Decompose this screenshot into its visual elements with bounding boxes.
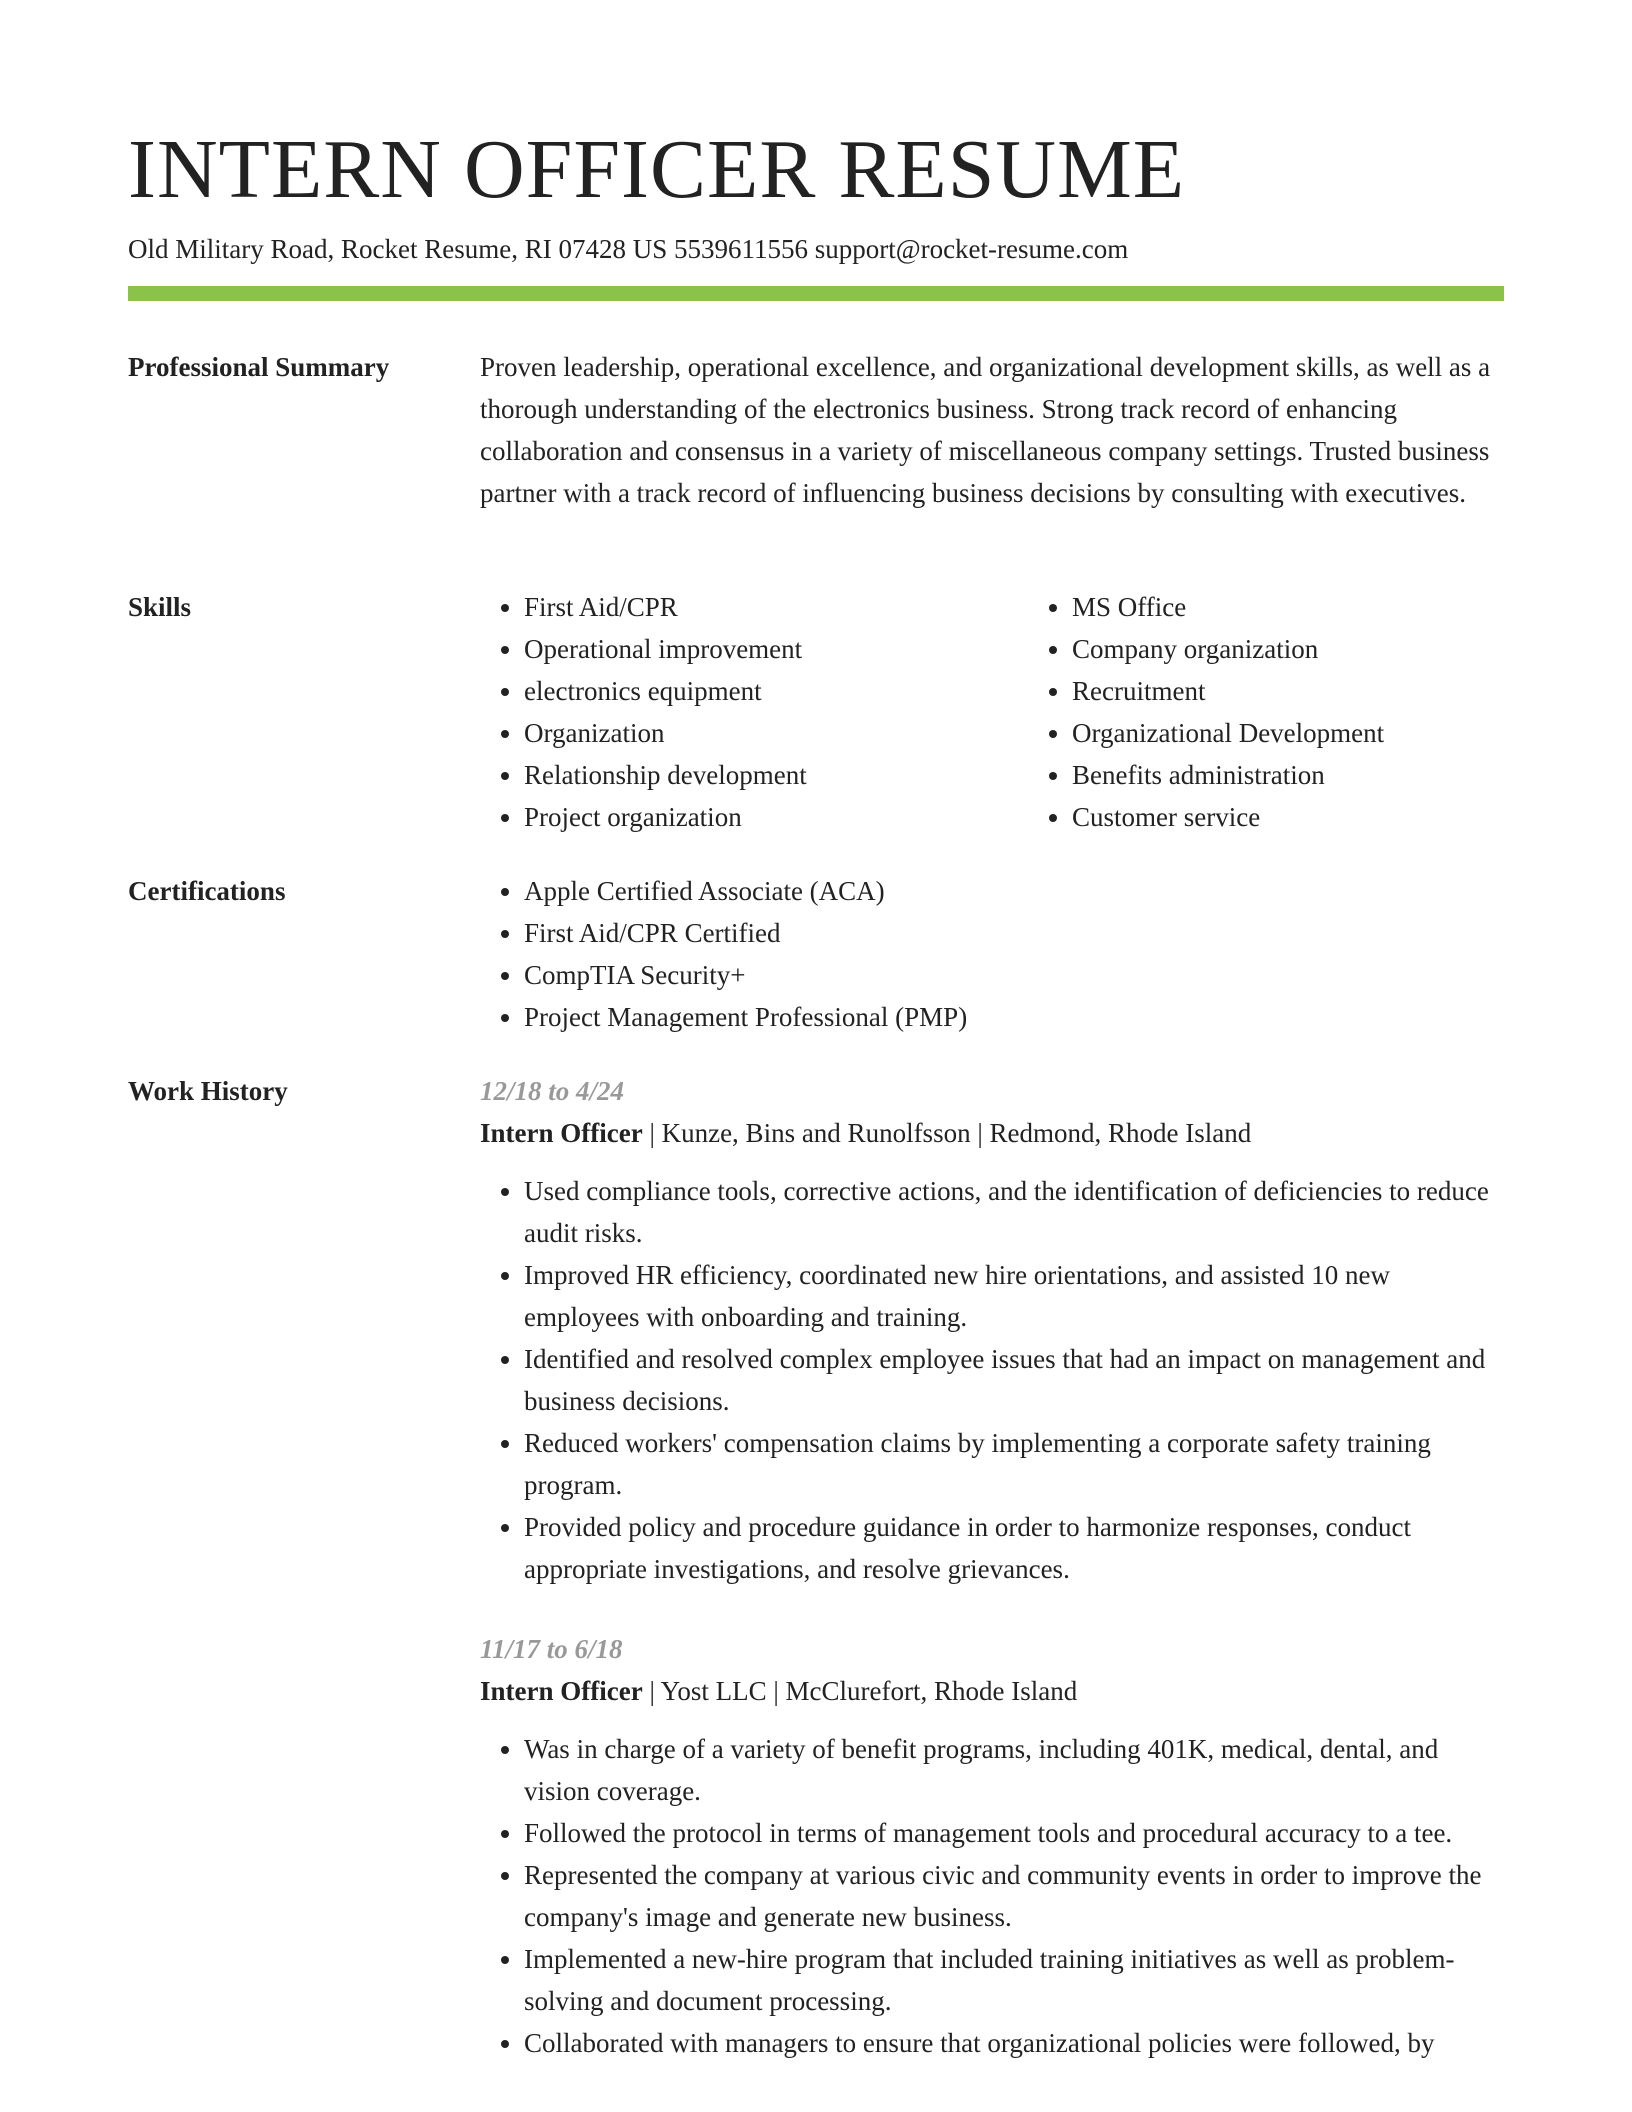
summary-heading: Professional Summary: [128, 352, 390, 382]
job-dates: 12/18 to 4/24: [480, 1076, 625, 1106]
job-bullet: • Used compliance tools, corrective actions, and the identification of deficiencies to reduce audit risks.: [524, 1170, 1504, 1254]
certifications-list: [480, 870, 1504, 1038]
job-heading: [480, 1112, 1504, 1154]
skill-item: • Organizational Development: [1072, 712, 1576, 754]
job-title: Intern Officer: [480, 1676, 643, 1706]
job-bullet: • Implemented a new-hire program that included training initiatives as well as problem-solving and document processing.: [524, 1938, 1504, 2022]
skill-item: • Relationship development: [524, 754, 1028, 796]
job-bullet: • Improved HR efficiency, coordinated new hire orientations, and assisted 10 new employees with onboarding and training.: [524, 1254, 1504, 1338]
certifications-heading: Certifications: [128, 876, 286, 906]
job-bullets: [480, 1170, 1504, 1590]
certification-item: • First Aid/CPR Certified: [524, 912, 1504, 954]
contact-line: Old Military Road, Rocket Resume, RI 07428 US 5539611556 support@rocket-resume.com: [128, 234, 1129, 264]
skill-item: • First Aid/CPR: [524, 586, 1028, 628]
skills-heading: Skills: [128, 592, 192, 622]
work-history-heading: Work History: [128, 1076, 288, 1106]
job-employer-location: | Yost LLC | McClurefort, Rhode Island: [642, 1676, 1078, 1706]
certification-item: • Project Management Professional (PMP): [524, 996, 1504, 1038]
resume-title: INTERN OFFICER RESUME: [128, 123, 1186, 216]
skills-list-right: [1028, 586, 1576, 838]
job-bullets: [480, 1728, 1504, 2064]
skill-item: • Benefits administration: [1072, 754, 1576, 796]
skill-item: • Project organization: [524, 796, 1028, 838]
job-bullet: • Followed the protocol in terms of management tools and procedural accuracy to a tee.: [524, 1812, 1504, 1854]
skill-item: • Organization: [524, 712, 1028, 754]
certification-item: • CompTIA Security+: [524, 954, 1504, 996]
job-dates: 11/17 to 6/18: [480, 1634, 623, 1664]
summary-text: Proven leadership, operational excellence, and organizational development skills, as well as a thorough understanding of the electronics business. Strong track record of enhancing collaboration and consensus in a variety of miscellaneous company settings. Trusted business partner with a track record of influencing business decisions by consulting with executives.: [480, 352, 1491, 508]
job-title: Intern Officer: [480, 1118, 643, 1148]
job-bullet: • Identified and resolved complex employee issues that had an impact on management and business decisions.: [524, 1338, 1504, 1422]
job-bullet: • Collaborated with managers to ensure that organizational policies were followed, by: [524, 2022, 1504, 2064]
job-bullet: • Reduced workers' compensation claims by implementing a corporate safety training program.: [524, 1422, 1504, 1506]
skill-item: • Recruitment: [1072, 670, 1576, 712]
skill-item: • Company organization: [1072, 628, 1576, 670]
skills-list-left: [480, 586, 1028, 838]
skill-item: • MS Office: [1072, 586, 1576, 628]
certification-item: • Apple Certified Associate (ACA): [524, 870, 1504, 912]
job-heading: [480, 1670, 1504, 1712]
job-employer-location: | Kunze, Bins and Runolfsson | Redmond, Rhode Island: [642, 1118, 1252, 1148]
job-bullet: • Provided policy and procedure guidance in order to harmonize responses, conduct appropriate investigations, and resolve grievances.: [524, 1506, 1504, 1590]
skill-item: • electronics equipment: [524, 670, 1028, 712]
job-bullet: • Was in charge of a variety of benefit programs, including 401K, medical, dental, and vision coverage.: [524, 1728, 1504, 1812]
skill-item: • Customer service: [1072, 796, 1576, 838]
accent-divider: [128, 286, 1504, 301]
job-bullet: • Represented the company at various civic and community events in order to improve the company's image and generate new business.: [524, 1854, 1504, 1938]
skill-item: • Operational improvement: [524, 628, 1028, 670]
job-entry: [480, 1070, 1504, 1590]
job-entry: [480, 1628, 1504, 2064]
